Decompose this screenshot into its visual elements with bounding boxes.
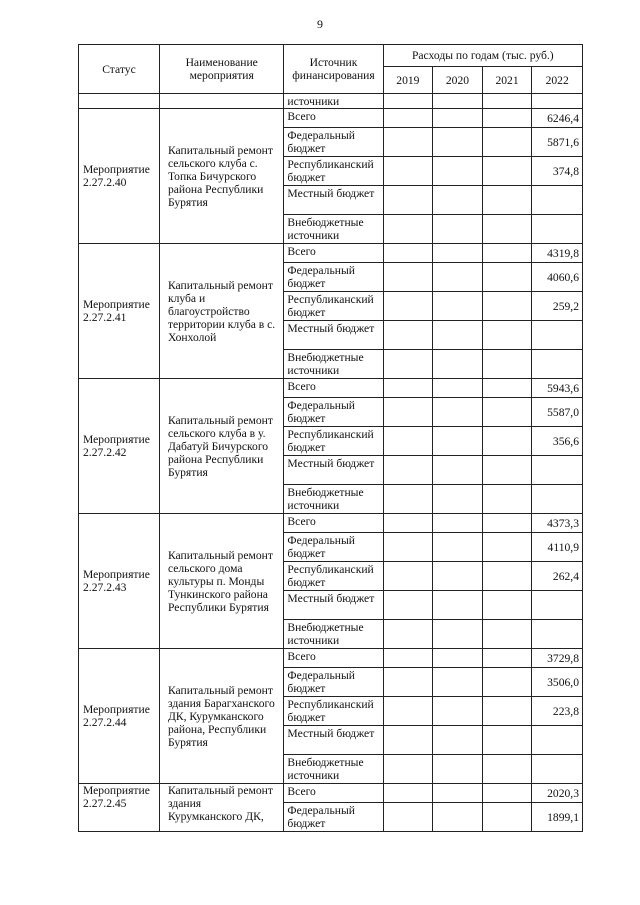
value-cell: 5871,6	[532, 128, 583, 157]
value-cell	[532, 755, 583, 784]
source-cell: Всего	[284, 514, 383, 533]
value-cell: 356,6	[532, 427, 583, 456]
value-cell	[433, 697, 483, 726]
value-cell: 4319,8	[532, 244, 583, 263]
value-cell	[433, 379, 483, 398]
value-cell: 6246,4	[532, 109, 583, 128]
header-year: 2021	[482, 67, 532, 94]
value-cell	[383, 533, 433, 562]
value-cell	[532, 726, 583, 755]
status-cell: Мероприятие 2.27.2.42	[79, 379, 160, 514]
continuation-row	[79, 94, 583, 109]
value-cell	[482, 697, 532, 726]
value-cell	[532, 456, 583, 485]
value-cell	[433, 533, 483, 562]
name-cell: Капитальный ремонт сельского клуба в у. Дабатуй Бичурского района Республики Бурятия	[159, 379, 283, 514]
value-cell	[482, 157, 532, 186]
value-cell	[433, 485, 483, 514]
header-expenses: Расходы по годам (тыс. руб.)	[383, 45, 582, 67]
value-cell	[383, 697, 433, 726]
value-cell	[433, 668, 483, 697]
value-cell	[433, 215, 483, 244]
value-cell	[383, 485, 433, 514]
value-cell	[482, 620, 532, 649]
header-name: Наименование мероприятия	[159, 45, 283, 94]
value-cell	[383, 649, 433, 668]
name-cell: Капитальный ремонт сельского дома культуры п. Монды Тункинского района Республики Бурятия	[159, 514, 283, 649]
value-cell: 3729,8	[532, 649, 583, 668]
header-source: Источник финансирования	[284, 45, 383, 94]
source-cell: Местный бюджет	[284, 591, 383, 620]
value-cell: 4110,9	[532, 533, 583, 562]
value-cell	[482, 485, 532, 514]
value-cell	[482, 398, 532, 427]
value-cell: 1899,1	[532, 803, 583, 832]
source-cell: Республиканский бюджет	[284, 562, 383, 591]
value-cell	[433, 562, 483, 591]
value-cell	[532, 591, 583, 620]
value-cell	[383, 263, 433, 292]
value-cell	[383, 128, 433, 157]
value-cell	[433, 128, 483, 157]
value-cell	[532, 94, 583, 109]
value-cell	[433, 321, 483, 350]
value-cell	[383, 591, 433, 620]
source-cell: Республиканский бюджет	[284, 427, 383, 456]
value-cell	[482, 456, 532, 485]
value-cell	[383, 109, 433, 128]
table-row	[79, 649, 583, 668]
name-cell: Капитальный ремонт сельского клуба с. Топка Бичурского района Республики Бурятия	[159, 109, 283, 244]
header-year: 2022	[532, 67, 583, 94]
source-cell: Местный бюджет	[284, 726, 383, 755]
value-cell	[433, 292, 483, 321]
value-cell	[433, 398, 483, 427]
source-cell: Внебюджетные источники	[284, 485, 383, 514]
source-cell: Республиканский бюджет	[284, 697, 383, 726]
value-cell	[433, 649, 483, 668]
value-cell	[383, 321, 433, 350]
source-cell: Федеральный бюджет	[284, 128, 383, 157]
value-cell	[433, 514, 483, 533]
value-cell	[383, 186, 433, 215]
source-cell: Местный бюджет	[284, 186, 383, 215]
value-cell	[383, 726, 433, 755]
source-cell: Федеральный бюджет	[284, 263, 383, 292]
value-cell	[383, 755, 433, 784]
status-cell: Мероприятие 2.27.2.45	[79, 784, 160, 832]
value-cell: 374,8	[532, 157, 583, 186]
value-cell	[433, 350, 483, 379]
source-cell: Республиканский бюджет	[284, 157, 383, 186]
value-cell: 223,8	[532, 697, 583, 726]
value-cell	[383, 803, 433, 832]
value-cell	[532, 350, 583, 379]
value-cell: 262,4	[532, 562, 583, 591]
source-cell: Республиканский бюджет	[284, 292, 383, 321]
name-cell	[159, 94, 283, 109]
value-cell	[482, 726, 532, 755]
value-cell	[383, 562, 433, 591]
value-cell	[482, 379, 532, 398]
name-cell: Капитальный ремонт клуба и благоустройство территории клуба в с. Хонхолой	[159, 244, 283, 379]
header-year: 2019	[383, 67, 433, 94]
source-cell: Федеральный бюджет	[284, 803, 383, 832]
source-cell: Всего	[284, 784, 383, 803]
value-cell	[383, 94, 433, 109]
value-cell	[383, 398, 433, 427]
value-cell	[482, 215, 532, 244]
value-cell	[482, 803, 532, 832]
name-cell: Капитальный ремонт здания Барагханского ДК, Курумканского района, Республики Бурятия	[159, 649, 283, 784]
value-cell	[482, 649, 532, 668]
source-cell: Федеральный бюджет	[284, 668, 383, 697]
value-cell	[482, 784, 532, 803]
expenses-table	[78, 44, 583, 832]
value-cell: 3506,0	[532, 668, 583, 697]
source-cell: Внебюджетные источники	[284, 755, 383, 784]
value-cell	[482, 244, 532, 263]
status-cell: Мероприятие 2.27.2.40	[79, 109, 160, 244]
value-cell	[383, 215, 433, 244]
status-cell	[79, 94, 160, 109]
value-cell	[532, 215, 583, 244]
value-cell	[383, 292, 433, 321]
value-cell	[532, 620, 583, 649]
value-cell	[433, 726, 483, 755]
value-cell	[482, 186, 532, 215]
status-cell: Мероприятие 2.27.2.44	[79, 649, 160, 784]
value-cell	[383, 244, 433, 263]
table-row	[79, 379, 583, 398]
value-cell	[383, 379, 433, 398]
source-cell: Внебюджетные источники	[284, 620, 383, 649]
value-cell	[383, 456, 433, 485]
value-cell	[433, 244, 483, 263]
value-cell	[532, 186, 583, 215]
value-cell	[482, 591, 532, 620]
source-cell: Всего	[284, 109, 383, 128]
table-row	[79, 784, 583, 803]
name-cell: Капитальный ремонт здания Курумканского ДК,	[159, 784, 283, 832]
value-cell	[532, 321, 583, 350]
source-cell: источники	[284, 94, 383, 109]
table-row	[79, 109, 583, 128]
source-cell: Всего	[284, 649, 383, 668]
value-cell	[482, 263, 532, 292]
source-cell: Внебюджетные источники	[284, 215, 383, 244]
status-cell: Мероприятие 2.27.2.41	[79, 244, 160, 379]
table-row	[79, 514, 583, 533]
value-cell	[383, 514, 433, 533]
value-cell	[433, 803, 483, 832]
value-cell	[482, 109, 532, 128]
value-cell	[482, 292, 532, 321]
value-cell	[433, 94, 483, 109]
value-cell	[482, 128, 532, 157]
value-cell	[482, 321, 532, 350]
value-cell	[532, 485, 583, 514]
value-cell	[383, 157, 433, 186]
value-cell: 5587,0	[532, 398, 583, 427]
value-cell	[383, 350, 433, 379]
value-cell: 2020,3	[532, 784, 583, 803]
value-cell	[482, 514, 532, 533]
value-cell	[482, 668, 532, 697]
source-cell: Всего	[284, 244, 383, 263]
header-status: Статус	[79, 45, 160, 94]
value-cell: 4373,3	[532, 514, 583, 533]
value-cell	[433, 755, 483, 784]
value-cell	[433, 784, 483, 803]
value-cell	[433, 263, 483, 292]
source-cell: Местный бюджет	[284, 321, 383, 350]
status-cell: Мероприятие 2.27.2.43	[79, 514, 160, 649]
value-cell	[433, 620, 483, 649]
page-number: 9	[317, 17, 323, 31]
value-cell	[383, 427, 433, 456]
table-row	[79, 244, 583, 263]
source-cell: Федеральный бюджет	[284, 533, 383, 562]
value-cell	[482, 94, 532, 109]
value-cell	[482, 533, 532, 562]
value-cell	[482, 562, 532, 591]
value-cell	[433, 157, 483, 186]
value-cell	[482, 755, 532, 784]
value-cell	[383, 784, 433, 803]
value-cell: 5943,6	[532, 379, 583, 398]
value-cell	[433, 109, 483, 128]
value-cell	[433, 591, 483, 620]
value-cell	[433, 186, 483, 215]
value-cell	[482, 427, 532, 456]
value-cell	[383, 668, 433, 697]
value-cell: 259,2	[532, 292, 583, 321]
value-cell	[433, 427, 483, 456]
source-cell: Внебюджетные источники	[284, 350, 383, 379]
source-cell: Местный бюджет	[284, 456, 383, 485]
source-cell: Всего	[284, 379, 383, 398]
value-cell	[482, 350, 532, 379]
value-cell	[383, 620, 433, 649]
value-cell: 4060,6	[532, 263, 583, 292]
source-cell: Федеральный бюджет	[284, 398, 383, 427]
header-year: 2020	[433, 67, 483, 94]
value-cell	[433, 456, 483, 485]
